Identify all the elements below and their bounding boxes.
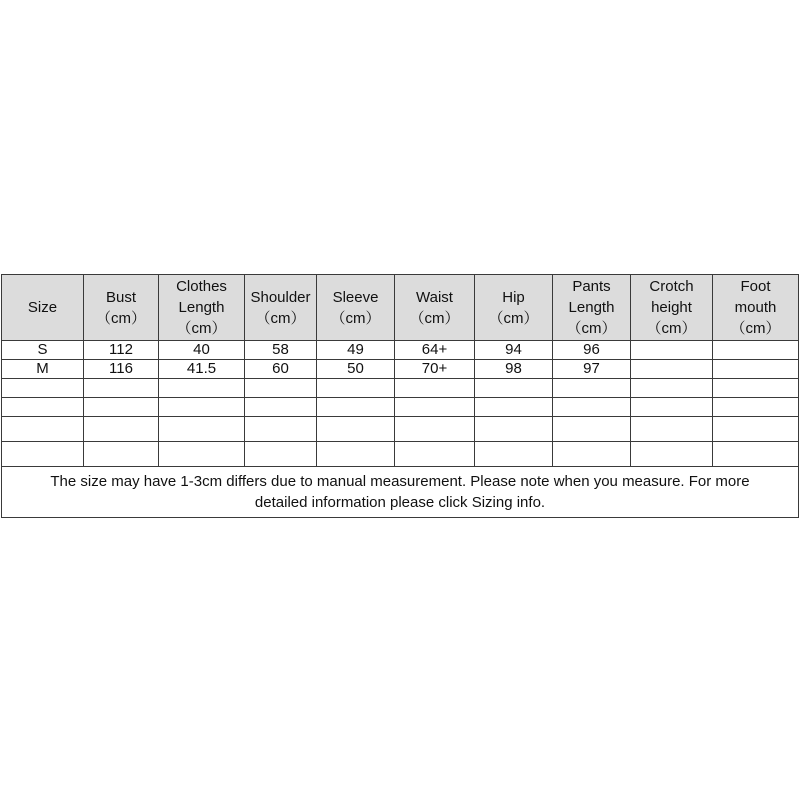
table-cell <box>159 442 245 467</box>
table-cell <box>159 398 245 417</box>
table-row <box>2 360 799 379</box>
column-header-line: mouth <box>734 299 777 316</box>
table-cell <box>2 417 84 442</box>
table-cell <box>317 379 395 398</box>
table-cell <box>84 442 159 467</box>
column-header <box>84 275 159 341</box>
column-header-line: （cm） <box>488 309 539 327</box>
table-cell: S <box>2 341 84 360</box>
column-header-line: Crotch <box>649 278 694 295</box>
table-cell <box>395 442 475 467</box>
table-cell: 50 <box>317 360 395 379</box>
table-cell <box>553 417 631 442</box>
table-cell <box>245 442 317 467</box>
header-row <box>2 275 799 341</box>
table-cell <box>395 398 475 417</box>
column-header-line: （cm） <box>409 309 460 327</box>
table-cell <box>631 379 713 398</box>
table-cell <box>475 442 553 467</box>
table-cell <box>631 442 713 467</box>
table-cell <box>395 379 475 398</box>
column-header <box>395 275 475 341</box>
table-cell <box>245 417 317 442</box>
table-cell: 70+ <box>395 360 475 379</box>
table-cell <box>631 341 713 360</box>
column-header-line: Shoulder <box>250 288 311 306</box>
column-header-line: Sleeve <box>332 288 379 306</box>
table-cell: 97 <box>553 360 631 379</box>
table-cell <box>475 417 553 442</box>
column-header-line: Bust <box>105 288 136 306</box>
table-cell <box>84 398 159 417</box>
table-cell <box>475 398 553 417</box>
size-chart-body <box>2 341 799 467</box>
note-row <box>2 467 799 518</box>
table-cell <box>713 417 799 442</box>
column-header <box>631 275 713 341</box>
table-cell: 58 <box>245 341 317 360</box>
column-header-line: （cm） <box>646 320 697 337</box>
column-header-line: （cm） <box>566 320 617 337</box>
column-header-line: （cm） <box>330 309 381 327</box>
table-cell <box>2 442 84 467</box>
table-cell <box>159 379 245 398</box>
column-header-line: （cm） <box>730 320 781 337</box>
table-cell <box>553 442 631 467</box>
measurement-note: The size may have 1-3cm differs due to manual measurement. Please note when you measure. For more detailed information please click Sizing info. <box>2 467 799 518</box>
table-cell <box>245 379 317 398</box>
table-row <box>2 341 799 360</box>
table-cell: 49 <box>317 341 395 360</box>
column-header <box>245 275 317 341</box>
table-cell <box>713 442 799 467</box>
table-cell: 116 <box>84 360 159 379</box>
column-header-line: height <box>651 299 692 316</box>
column-header <box>2 275 84 341</box>
table-cell <box>713 398 799 417</box>
table-cell <box>713 360 799 379</box>
table-cell <box>84 417 159 442</box>
column-header-line: （cm） <box>255 309 306 327</box>
column-header-line: Pants <box>572 278 611 295</box>
table-cell <box>245 398 317 417</box>
column-header <box>713 275 799 341</box>
table-cell: M <box>2 360 84 379</box>
table-cell <box>553 379 631 398</box>
column-header <box>317 275 395 341</box>
column-header-line: Length <box>568 299 615 316</box>
column-header-line: Size <box>27 299 58 316</box>
table-cell: 98 <box>475 360 553 379</box>
table-cell <box>317 398 395 417</box>
table-row <box>2 379 799 398</box>
table-cell <box>713 341 799 360</box>
table-cell <box>713 379 799 398</box>
column-header-line: Clothes <box>176 278 227 295</box>
table-cell <box>84 379 159 398</box>
table-cell <box>395 417 475 442</box>
table-cell <box>2 379 84 398</box>
column-header-line: Length <box>178 299 225 316</box>
size-chart-table <box>1 274 799 518</box>
table-row <box>2 398 799 417</box>
table-cell <box>631 417 713 442</box>
table-cell: 64+ <box>395 341 475 360</box>
column-header <box>553 275 631 341</box>
table-cell <box>159 417 245 442</box>
table-cell: 60 <box>245 360 317 379</box>
table-cell <box>475 379 553 398</box>
column-header <box>159 275 245 341</box>
table-cell: 41.5 <box>159 360 245 379</box>
table-cell <box>553 398 631 417</box>
column-header-line: Foot <box>740 278 771 295</box>
table-cell <box>317 442 395 467</box>
column-header <box>475 275 553 341</box>
table-cell: 40 <box>159 341 245 360</box>
table-cell <box>2 398 84 417</box>
table-cell <box>631 360 713 379</box>
column-header-line: Waist <box>416 288 453 306</box>
column-header-line: Hip <box>502 288 525 306</box>
table-cell: 96 <box>553 341 631 360</box>
table-row <box>2 417 799 442</box>
table-cell <box>631 398 713 417</box>
table-row <box>2 442 799 467</box>
column-header-line: （cm） <box>176 320 227 337</box>
table-cell: 112 <box>84 341 159 360</box>
table-cell: 94 <box>475 341 553 360</box>
size-chart-header <box>2 275 799 341</box>
column-header-line: （cm） <box>96 309 146 327</box>
table-cell <box>317 417 395 442</box>
